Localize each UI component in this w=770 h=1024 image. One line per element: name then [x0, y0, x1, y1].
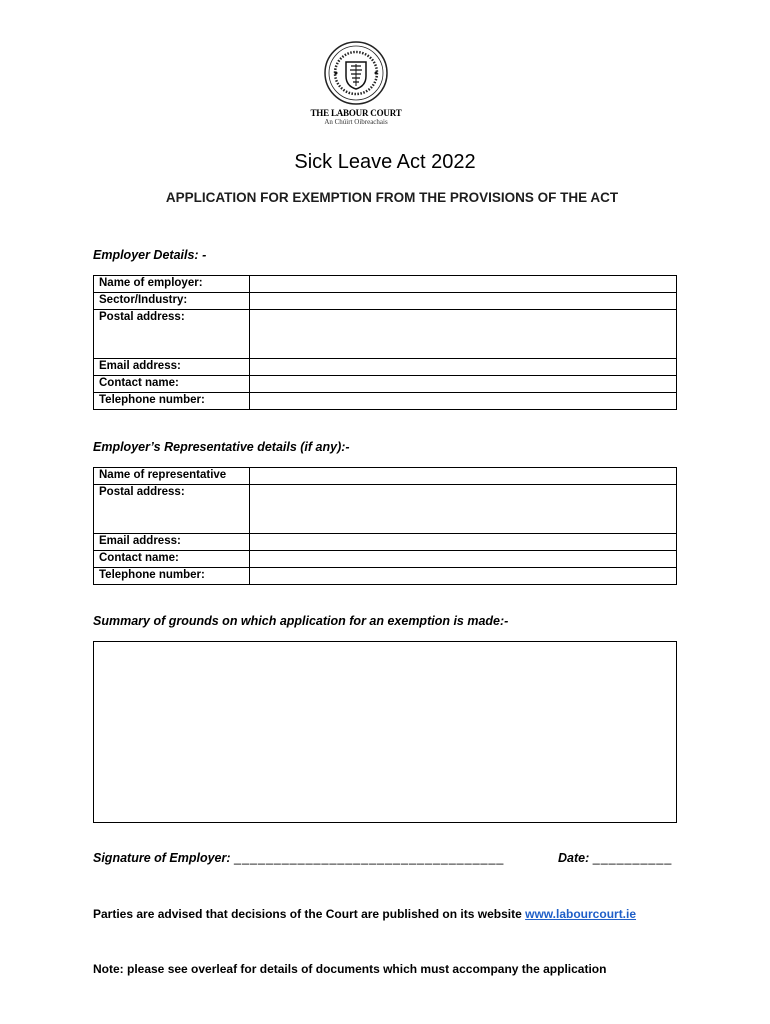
employer-email-field[interactable] [250, 359, 677, 376]
signature-field[interactable]: __________________________________ [234, 851, 505, 865]
field-label: Email address: [94, 534, 250, 551]
signature-label: Signature of Employer: [93, 851, 231, 865]
field-label: Postal address: [94, 310, 250, 359]
field-label: Contact name: [94, 376, 250, 393]
logo-name-text: THE LABOUR COURT [310, 108, 402, 118]
representative-details-heading: Employer’s Representative details (if any):- [93, 440, 350, 454]
employer-contact-name-field[interactable] [250, 376, 677, 393]
table-row [94, 551, 677, 568]
field-label: Sector/Industry: [94, 293, 250, 310]
field-label: Telephone number: [94, 393, 250, 410]
table-row [94, 485, 677, 534]
representative-postal-address-field[interactable] [250, 485, 677, 534]
table-row [94, 534, 677, 551]
employer-postal-address-field[interactable] [250, 310, 677, 359]
date-row [558, 851, 672, 865]
table-row [94, 359, 677, 376]
signature-row [93, 851, 504, 865]
field-label: Postal address: [94, 485, 250, 534]
overleaf-note: Note: please see overleaf for details of documents which must accompany the application [93, 962, 607, 976]
employer-telephone-field[interactable] [250, 393, 677, 410]
logo-sub-text: An Chúirt Oibreachais [324, 118, 388, 126]
field-label: Name of employer: [94, 276, 250, 293]
field-label: Email address: [94, 359, 250, 376]
field-label: Name of representative [94, 468, 250, 485]
table-row [94, 468, 677, 485]
employer-name-field[interactable] [250, 276, 677, 293]
sector-industry-field[interactable] [250, 293, 677, 310]
labour-court-seal-icon [322, 40, 390, 106]
summary-heading: Summary of grounds on which application for an exemption is made:- [93, 614, 509, 628]
table-row [94, 293, 677, 310]
representative-details-table [93, 467, 677, 585]
field-label: Contact name: [94, 551, 250, 568]
summary-of-grounds-field[interactable] [93, 641, 677, 823]
employer-details-table [93, 275, 677, 410]
representative-telephone-field[interactable] [250, 568, 677, 585]
employer-details-heading: Employer Details: - [93, 248, 207, 262]
representative-name-field[interactable] [250, 468, 677, 485]
labour-court-logo [310, 40, 402, 126]
date-label: Date: [558, 851, 590, 865]
labour-court-website-link[interactable]: www.labourcourt.ie [525, 907, 637, 921]
table-row [94, 568, 677, 585]
representative-contact-name-field[interactable] [250, 551, 677, 568]
table-row [94, 276, 677, 293]
table-row [94, 393, 677, 410]
website-notice [93, 907, 636, 921]
date-field[interactable]: __________ [592, 851, 673, 865]
table-row [94, 310, 677, 359]
document-subtitle: APPLICATION FOR EXEMPTION FROM THE PROVISIONS OF THE ACT [165, 190, 619, 205]
website-notice-text: Parties are advised that decisions of the Court are published on its website [93, 907, 522, 921]
document-title: Sick Leave Act 2022 [294, 151, 476, 173]
table-row [94, 376, 677, 393]
representative-email-field[interactable] [250, 534, 677, 551]
field-label: Telephone number: [94, 568, 250, 585]
